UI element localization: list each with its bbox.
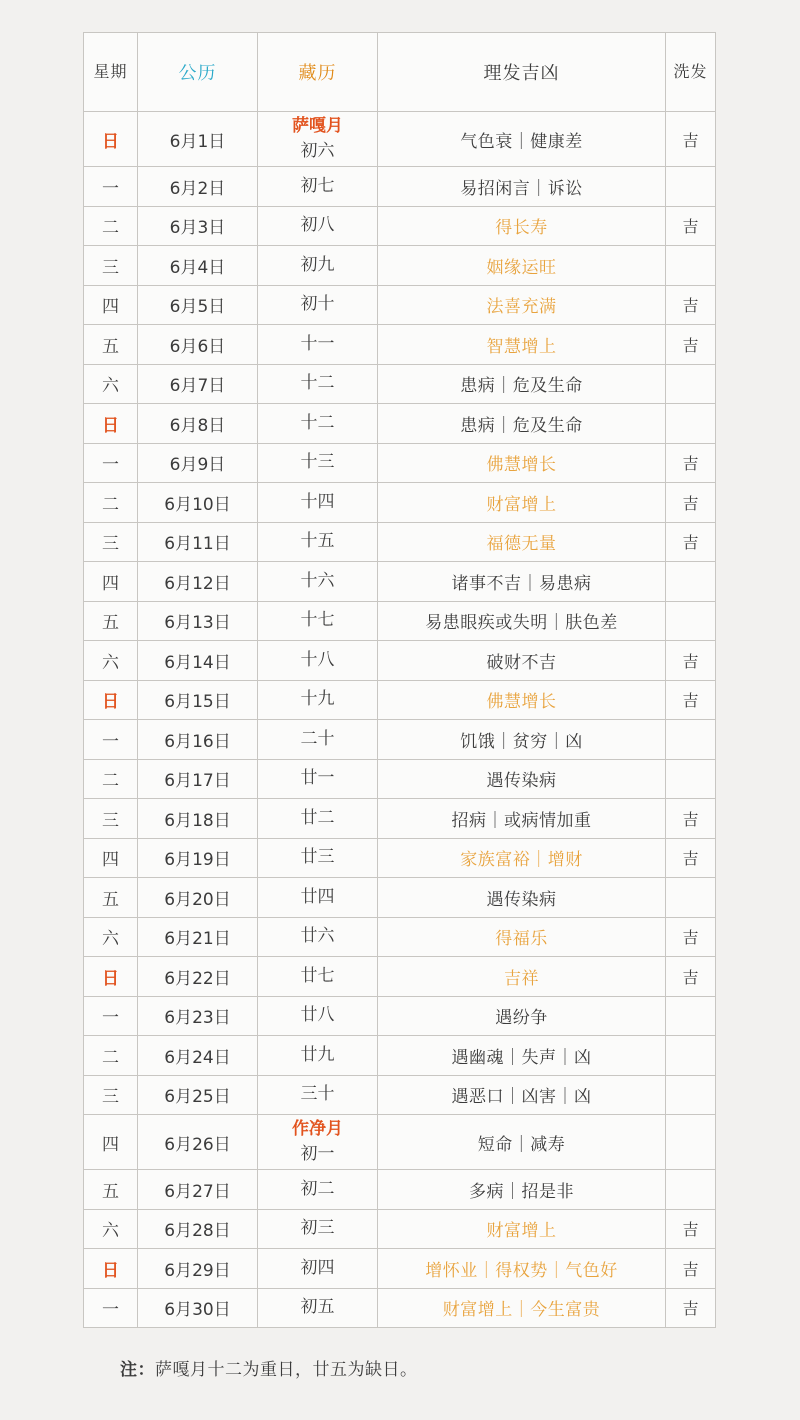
cell-gregorian-date: 6月26日: [138, 1115, 258, 1170]
cell-hairwash: 吉: [666, 112, 716, 167]
cell-haircut-fortune: 遇纷争: [378, 996, 666, 1036]
cell-haircut-fortune: 短命｜减寿: [378, 1115, 666, 1170]
column-header-haircut-fortune: 理发吉凶: [378, 33, 666, 112]
cell-weekday: 四: [84, 1115, 138, 1170]
cell-haircut-fortune: 招病｜或病情加重: [378, 799, 666, 839]
cell-tibetan-date: 廿七: [258, 957, 378, 997]
cell-hairwash: [666, 1170, 716, 1210]
cell-weekday: 四: [84, 562, 138, 602]
column-header-hairwash: 洗发: [666, 33, 716, 112]
cell-gregorian-date: 6月25日: [138, 1075, 258, 1115]
cell-gregorian-date: 6月29日: [138, 1249, 258, 1289]
cell-tibetan-date: 二十: [258, 720, 378, 760]
cell-gregorian-date: 6月9日: [138, 443, 258, 483]
cell-haircut-fortune: 得长寿: [378, 206, 666, 246]
cell-weekday: 三: [84, 246, 138, 286]
cell-haircut-fortune: 遇幽魂｜失声｜凶: [378, 1036, 666, 1076]
cell-weekday: 三: [84, 522, 138, 562]
cell-hairwash: [666, 1115, 716, 1170]
table-row: [84, 285, 716, 325]
cell-haircut-fortune: 智慧增上: [378, 325, 666, 365]
table-row: [84, 1288, 716, 1328]
table-body: [84, 112, 716, 1328]
table-row: [84, 957, 716, 997]
cell-gregorian-date: 6月5日: [138, 285, 258, 325]
cell-hairwash: [666, 720, 716, 760]
cell-tibetan-date: 初二: [258, 1170, 378, 1210]
table-row: [84, 483, 716, 523]
cell-haircut-fortune: 姻缘运旺: [378, 246, 666, 286]
cell-tibetan-date: 十八: [258, 641, 378, 681]
cell-haircut-fortune: 家族富裕｜增财: [378, 838, 666, 878]
cell-hairwash: [666, 601, 716, 641]
cell-gregorian-date: 6月4日: [138, 246, 258, 286]
cell-tibetan-date: 廿一: [258, 759, 378, 799]
cell-weekday: 四: [84, 838, 138, 878]
table-row: [84, 878, 716, 918]
cell-gregorian-date: 6月23日: [138, 996, 258, 1036]
table-header-row: [84, 33, 716, 112]
table-row: [84, 996, 716, 1036]
cell-gregorian-date: 6月7日: [138, 364, 258, 404]
cell-gregorian-date: 6月27日: [138, 1170, 258, 1210]
cell-tibetan-date: 廿二: [258, 799, 378, 839]
cell-weekday: 四: [84, 285, 138, 325]
cell-haircut-fortune: 遇传染病: [378, 878, 666, 918]
table-row: [84, 799, 716, 839]
cell-hairwash: 吉: [666, 443, 716, 483]
cell-haircut-fortune: 易患眼疾或失明｜肤色差: [378, 601, 666, 641]
table-row: [84, 443, 716, 483]
cell-weekday: 五: [84, 878, 138, 918]
cell-hairwash: [666, 996, 716, 1036]
table-row: [84, 246, 716, 286]
cell-gregorian-date: 6月30日: [138, 1288, 258, 1328]
cell-weekday: 五: [84, 325, 138, 365]
cell-tibetan-date: 十二: [258, 364, 378, 404]
cell-weekday: 三: [84, 799, 138, 839]
cell-haircut-fortune: 财富增上: [378, 1209, 666, 1249]
cell-tibetan-date: 初四: [258, 1249, 378, 1289]
footnote: [120, 1355, 418, 1380]
cell-haircut-fortune: 患病｜危及生命: [378, 364, 666, 404]
cell-hairwash: [666, 167, 716, 207]
cell-tibetan-date: 初七: [258, 167, 378, 207]
cell-gregorian-date: 6月20日: [138, 878, 258, 918]
cell-hairwash: 吉: [666, 483, 716, 523]
cell-hairwash: 吉: [666, 680, 716, 720]
cell-hairwash: 吉: [666, 325, 716, 365]
cell-tibetan-date: 初三: [258, 1209, 378, 1249]
cell-tibetan-date: 十六: [258, 562, 378, 602]
cell-weekday: 一: [84, 720, 138, 760]
cell-gregorian-date: 6月24日: [138, 1036, 258, 1076]
cell-weekday: 一: [84, 1288, 138, 1328]
table-row: [84, 1209, 716, 1249]
column-header-tibetan: 藏历: [258, 33, 378, 112]
table-row: [84, 404, 716, 444]
cell-tibetan-date: 十三: [258, 443, 378, 483]
cell-weekday: 日: [84, 404, 138, 444]
cell-hairwash: 吉: [666, 1249, 716, 1289]
cell-haircut-fortune: 易招闲言｜诉讼: [378, 167, 666, 207]
cell-tibetan-date: 廿三: [258, 838, 378, 878]
table-row: [84, 1075, 716, 1115]
cell-haircut-fortune: 破财不吉: [378, 641, 666, 681]
cell-gregorian-date: 6月21日: [138, 917, 258, 957]
table-row: [84, 838, 716, 878]
cell-tibetan-date: 十七: [258, 601, 378, 641]
cell-hairwash: [666, 1036, 716, 1076]
cell-haircut-fortune: 患病｜危及生命: [378, 404, 666, 444]
table-row: [84, 364, 716, 404]
cell-tibetan-date: [258, 112, 378, 167]
table-row: [84, 562, 716, 602]
cell-gregorian-date: 6月14日: [138, 641, 258, 681]
cell-weekday: 日: [84, 957, 138, 997]
cell-haircut-fortune: 福德无量: [378, 522, 666, 562]
table-row: [84, 522, 716, 562]
cell-gregorian-date: 6月17日: [138, 759, 258, 799]
cell-haircut-fortune: 气色衰｜健康差: [378, 112, 666, 167]
cell-gregorian-date: 6月13日: [138, 601, 258, 641]
cell-weekday: 日: [84, 112, 138, 167]
cell-hairwash: [666, 404, 716, 444]
cell-hairwash: 吉: [666, 1209, 716, 1249]
cell-tibetan-date: 十二: [258, 404, 378, 444]
cell-hairwash: 吉: [666, 206, 716, 246]
cell-weekday: 日: [84, 680, 138, 720]
cell-tibetan-date: 十九: [258, 680, 378, 720]
cell-gregorian-date: 6月22日: [138, 957, 258, 997]
cell-tibetan-date: 初十: [258, 285, 378, 325]
tibetan-month-label: 萨嘎月: [292, 116, 343, 136]
cell-weekday: 一: [84, 443, 138, 483]
cell-weekday: 二: [84, 1036, 138, 1076]
cell-weekday: 五: [84, 601, 138, 641]
cell-haircut-fortune: 法喜充满: [378, 285, 666, 325]
cell-gregorian-date: 6月11日: [138, 522, 258, 562]
table-row: [84, 917, 716, 957]
tibetan-day-label: 初一: [300, 1144, 335, 1164]
table-row: [84, 325, 716, 365]
table-row: [84, 1115, 716, 1170]
cell-hairwash: 吉: [666, 799, 716, 839]
cell-weekday: 一: [84, 167, 138, 207]
cell-hairwash: [666, 878, 716, 918]
cell-haircut-fortune: 多病｜招是非: [378, 1170, 666, 1210]
cell-gregorian-date: 6月15日: [138, 680, 258, 720]
column-header-gregorian: 公历: [138, 33, 258, 112]
haircut-calendar-table: [83, 32, 716, 1328]
cell-hairwash: 吉: [666, 1288, 716, 1328]
cell-hairwash: [666, 759, 716, 799]
cell-hairwash: [666, 1075, 716, 1115]
cell-hairwash: [666, 246, 716, 286]
cell-gregorian-date: 6月6日: [138, 325, 258, 365]
cell-weekday: 二: [84, 759, 138, 799]
cell-tibetan-date: 廿六: [258, 917, 378, 957]
footnote-text: 萨嘎月十二为重日，廿五为缺日。: [155, 1360, 418, 1380]
cell-hairwash: [666, 562, 716, 602]
cell-haircut-fortune: 得福乐: [378, 917, 666, 957]
cell-haircut-fortune: 遇恶口｜凶害｜凶: [378, 1075, 666, 1115]
cell-tibetan-date: 廿八: [258, 996, 378, 1036]
cell-tibetan-date: 十四: [258, 483, 378, 523]
column-header-weekday: 星期: [84, 33, 138, 112]
table-row: [84, 720, 716, 760]
cell-gregorian-date: 6月3日: [138, 206, 258, 246]
cell-weekday: 二: [84, 483, 138, 523]
cell-gregorian-date: 6月1日: [138, 112, 258, 167]
cell-tibetan-date: 初八: [258, 206, 378, 246]
cell-haircut-fortune: 吉祥: [378, 957, 666, 997]
cell-tibetan-date: [258, 1115, 378, 1170]
footnote-label: 注：: [120, 1360, 155, 1380]
cell-gregorian-date: 6月8日: [138, 404, 258, 444]
cell-hairwash: 吉: [666, 522, 716, 562]
cell-haircut-fortune: 增怀业｜得权势｜气色好: [378, 1249, 666, 1289]
cell-tibetan-date: 初九: [258, 246, 378, 286]
table-row: [84, 759, 716, 799]
cell-haircut-fortune: 佛慧增长: [378, 443, 666, 483]
cell-weekday: 三: [84, 1075, 138, 1115]
cell-hairwash: 吉: [666, 917, 716, 957]
table-row: [84, 1170, 716, 1210]
table-header: [84, 33, 716, 112]
cell-haircut-fortune: 佛慧增长: [378, 680, 666, 720]
cell-haircut-fortune: 财富增上: [378, 483, 666, 523]
cell-tibetan-date: 廿四: [258, 878, 378, 918]
cell-gregorian-date: 6月16日: [138, 720, 258, 760]
cell-weekday: 一: [84, 996, 138, 1036]
cell-hairwash: 吉: [666, 285, 716, 325]
tibetan-month-label: 作净月: [292, 1119, 343, 1139]
cell-hairwash: 吉: [666, 957, 716, 997]
table-row: [84, 601, 716, 641]
cell-haircut-fortune: 遇传染病: [378, 759, 666, 799]
cell-weekday: 五: [84, 1170, 138, 1210]
table-row: [84, 167, 716, 207]
cell-hairwash: [666, 364, 716, 404]
cell-haircut-fortune: 饥饿｜贫穷｜凶: [378, 720, 666, 760]
cell-gregorian-date: 6月12日: [138, 562, 258, 602]
cell-tibetan-date: 廿九: [258, 1036, 378, 1076]
cell-gregorian-date: 6月18日: [138, 799, 258, 839]
cell-gregorian-date: 6月28日: [138, 1209, 258, 1249]
cell-tibetan-date: 初五: [258, 1288, 378, 1328]
table-row: [84, 1036, 716, 1076]
cell-weekday: 六: [84, 917, 138, 957]
cell-tibetan-date: 十一: [258, 325, 378, 365]
cell-weekday: 六: [84, 364, 138, 404]
tibetan-day-label: 初六: [300, 141, 335, 161]
cell-hairwash: 吉: [666, 838, 716, 878]
cell-haircut-fortune: 财富增上｜今生富贵: [378, 1288, 666, 1328]
table-row: [84, 641, 716, 681]
cell-gregorian-date: 6月19日: [138, 838, 258, 878]
table-row: [84, 1249, 716, 1289]
cell-haircut-fortune: 诸事不吉｜易患病: [378, 562, 666, 602]
cell-hairwash: 吉: [666, 641, 716, 681]
table-row: [84, 680, 716, 720]
cell-weekday: 二: [84, 206, 138, 246]
cell-gregorian-date: 6月2日: [138, 167, 258, 207]
cell-weekday: 日: [84, 1249, 138, 1289]
cell-tibetan-date: 十五: [258, 522, 378, 562]
table-row: [84, 112, 716, 167]
cell-weekday: 六: [84, 1209, 138, 1249]
cell-weekday: 六: [84, 641, 138, 681]
cell-gregorian-date: 6月10日: [138, 483, 258, 523]
table-row: [84, 206, 716, 246]
cell-tibetan-date: 三十: [258, 1075, 378, 1115]
